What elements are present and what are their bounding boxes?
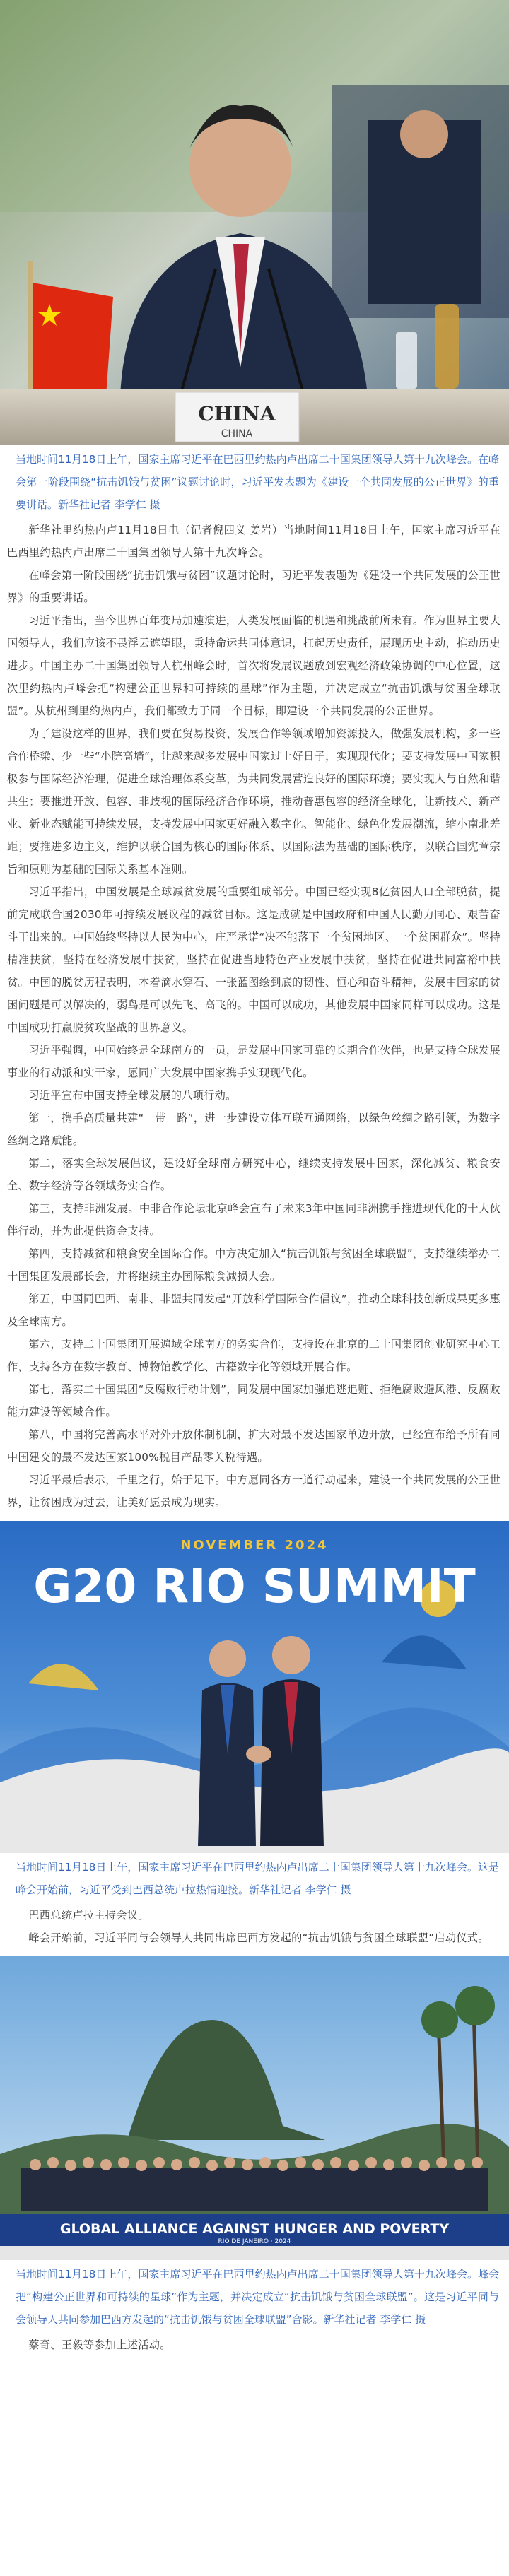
caption-3-credit: 新华社记者 李学仁 摄 xyxy=(323,2313,426,2326)
alliance-banner-subtitle: RIO DE JANEIRO · 2024 xyxy=(218,2238,291,2245)
photo-speech xyxy=(0,0,509,445)
article-paragraph: 第三，支持非洲发展。中非合作论坛北京峰会宣布了未来3年中国同非洲携手推进现代化的十大伙伴行动，并为此提供资金支持。 xyxy=(7,1202,501,1237)
article-paragraph: 第二，落实全球发展倡议，建设好全球南方研究中心，继续支持发展中国家，深化减贫、粮食安全、数字经济等各领域务实合作。 xyxy=(7,1157,501,1192)
closing-paragraph: 蔡奇、王毅等参加上述活动。 xyxy=(28,2339,171,2351)
article-paragraph: 第七，落实二十国集团“反腐败行动计划”，同发展中国家加强追逃追赃、拒绝腐败避风港、反腐败能力建设等领域合作。 xyxy=(7,1383,501,1418)
caption-3-text: 当地时间11月18日上午，国家主席习近平在巴西里约热内卢出席二十国集团领导人第十九次峰会。峰会把“构建公正世界和可持续的星球”作为主题，并决定成立“抗击饥饿与贫困全球联盟”。这是习近平同与会领导人共同参加巴西方发起的“抗击饥饿与贫困全球联盟”合影。 xyxy=(16,2268,499,2326)
article-paragraph: 习近平指出，中国发展是全球减贫发展的重要组成部分。中国已经实现8亿贫困人口全部脱贫，提前完成联合国2030年可持续发展议程的减贫目标。这是成就是中国政府和中国人民勤力同心、艰苦奋斗干出来的。中国始终坚持以人民为中心，庄严承诺“决不能落下一个贫困地区、一个贫困群众”。坚持精准扶贫，坚持在经济发展中扶贫，坚持在促进当地特色产业发展中扶贫，坚持在促进共同富裕中扶贫。中国的脱贫历程表明，本着滴水穿石、一张蓝图绘到底的韧性、恒心和奋斗精神，发展中国家的贫困问题是可以解决的，弱鸟是可以先飞、高飞的。中国可以成功，其他发展中国家同样可以成功。这是中国成功打赢脱贫攻坚战的世界意义。 xyxy=(7,886,501,1034)
article-paragraph: 为了建设这样的世界，我们要在贸易投资、发展合作等领域增加资源投入，做强发展机构，多一些合作桥梁、少一些“小院高墙”，让越来越多发展中国家过上好日子，实现现代化；要支持发展中国家积极参与国际经济治理，促进全球治理体系变革，为共同发展营造良好的国际环境；要实现人与自然和谐共生；要推进开放、包容、非歧视的国际经济合作环境，推动普惠包容的经济全球化，让新技术、新产业、新业态赋能可持续发展，支持发展中国家更好融入数字化、智能化、绿色化发展潮流，缩小南北差距；要推进多边主义，维护以联合国为核心的国际体系、以国际法为基础的国际秩序，以联合国宪章宗旨和原则为基础的国际关系基本准则。 xyxy=(7,727,501,876)
photo-caption-1 xyxy=(0,445,509,519)
article-paragraph: 在峰会第一阶段围绕“抗击饥饿与贫困”议题讨论时，习近平发表题为《建设一个共同发展的公正世界》的重要讲话。 xyxy=(7,569,501,604)
article-paragraph: 第五，中国同巴西、南非、非盟共同发起“开放科学国际合作倡议”，推动全球科技创新成果更多惠及全球南方。 xyxy=(7,1293,501,1328)
caption-1-credit: 新华社记者 李学仁 摄 xyxy=(58,498,160,511)
banner-date: NOVEMBER 2024 xyxy=(180,1538,329,1553)
photo-caption-2 xyxy=(0,1853,509,1904)
photo-summit-welcome xyxy=(0,1521,509,1853)
caption-2-credit: 新华社记者 李学仁 摄 xyxy=(249,1883,351,1896)
caption-1-text: 当地时间11月18日上午，国家主席习近平在巴西里约热内卢出席二十国集团领导人第十九次峰会。在峰会第一阶段围绕“抗击饥饿与贫困”议题讨论时，习近平发表题为《建设一个共同发展的公正世界》的重要讲话。 xyxy=(16,453,499,511)
article-paragraph: 习近平最后表示，千里之行，始于足下。中方愿同各方一道行动起来，建设一个共同发展的公正世界，让贫困成为过去，让美好愿景成为现实。 xyxy=(7,1474,501,1509)
article-paragraph: 峰会开始前，习近平同与会领导人共同出席巴西方发起的“抗击饥饿与贫困全球联盟”启动仪式。 xyxy=(28,1931,489,1944)
article-paragraph: 新华社里约热内卢11月18日电（记者倪四义 姜岩）当地时间11月18日上午，国家主席习近平在巴西里约热内卢出席二十国集团领导人第十九次峰会。 xyxy=(7,524,501,559)
photo-caption-3 xyxy=(0,2260,509,2334)
article-paragraph: 第六，支持二十国集团开展遍域全球南方的务实合作，支持设在北京的二十国集团创业研究中心工作，支持各方在数字教育、博物馆教学化、古籍数字化等领域开展合作。 xyxy=(7,1338,501,1373)
group-photo-illustration xyxy=(0,1956,509,2260)
article-paragraph: 第四，支持减贫和粮食安全国际合作。中方决定加入“抗击饥饿与贫困全球联盟”，支持继续举办二十国集团发展部长会，并将继续主办国际粮食减损大会。 xyxy=(7,1247,501,1283)
article-paragraph: 第一，携手高质量共建“一带一路”，进一步建设立体互联互通网络，以绿色丝绸之路引领，为数字丝绸之路赋能。 xyxy=(7,1112,501,1147)
article-paragraph: 习近平指出，当今世界百年变局加速演进，人类发展面临的机遇和挑战前所未有。作为世界主要大国领导人，我们应该不畏浮云遮望眼，秉持命运共同体意识，扛起历史责任，展现历史主动，推动历史进步。中国主办二十国集团领导人杭州峰会时，首次将发展议题放到宏观经济政策协调的中心位置，这次里约热内卢峰会把“构建公正世界和可持续的星球”作为主题，并决定成立“抗击饥饿与贫困全球联盟”。从杭州到里约热内卢，我们都致力于同一个目标，即建设一个共同发展的公正世界。 xyxy=(7,614,501,717)
article-body xyxy=(0,519,509,1514)
article-paragraph: 习近平强调，中国始终是全球南方的一员，是发展中国家可靠的长期合作伙伴，也是支持全球发展事业的行动派和实干家，愿同广大发展中国家携手实现现代化。 xyxy=(7,1044,501,1079)
speaker-head xyxy=(189,115,291,217)
nameplate-subtext: CHINA xyxy=(221,428,253,440)
article-paragraph: 习近平宣布中国支持全球发展的八项行动。 xyxy=(28,1089,237,1102)
summit-welcome-illustration xyxy=(0,1521,509,1853)
photo-group-alliance xyxy=(0,1956,509,2260)
article-paragraph: 第八，中国将完善高水平对外开放体制机制，扩大对最不发达国家单边开放，已经宣布给予所有同中国建交的最不发达国家100%税目产品零关税待遇。 xyxy=(7,1428,501,1464)
caption-2-text: 当地时间11月18日上午，国家主席习近平在巴西里约热内卢出席二十国集团领导人第十九次峰会。这是峰会开始前，习近平受到巴西总统卢拉热情迎接。 xyxy=(16,1861,499,1896)
speech-photo-illustration xyxy=(0,0,509,445)
article-paragraph: 巴西总统卢拉主持会议。 xyxy=(28,1909,149,1922)
nameplate-text: CHINA xyxy=(198,402,276,425)
banner-title: G20 RIO SUMMIT xyxy=(33,1559,476,1613)
alliance-banner-title: GLOBAL ALLIANCE AGAINST HUNGER AND POVERTY xyxy=(59,2221,450,2237)
